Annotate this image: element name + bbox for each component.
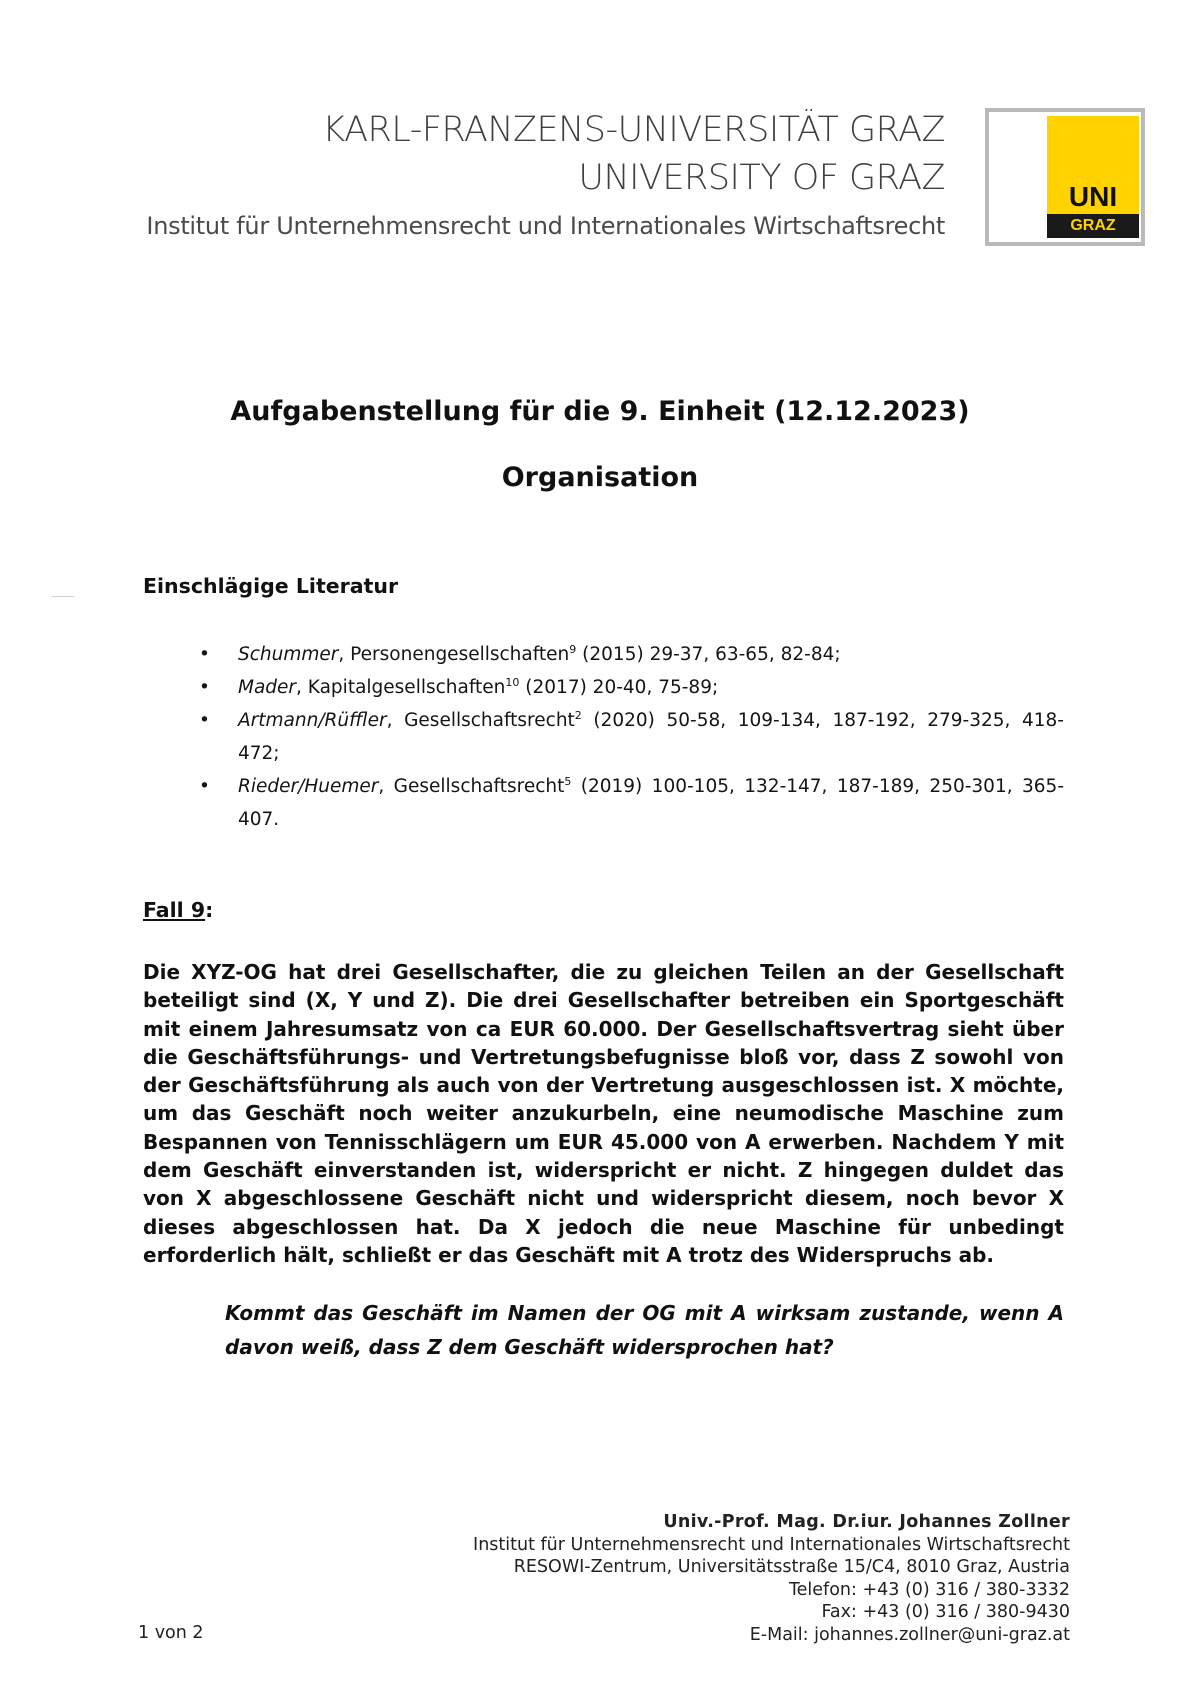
literature-title: , Personengesellschaften	[338, 644, 570, 665]
bullet-icon: •	[199, 776, 210, 797]
list-item	[199, 770, 1064, 836]
case-description: Die XYZ-OG hat drei Gesellschafter, die zu gleichen Teilen an der Gesellschaft beteiligt sind (X, Y und Z). Die drei Gesellschafter betreiben ein Sportgeschäft mit einem Jahresumsatz von ca EUR 60.000. Der Gesellschaftsvertrag sieht über die Geschäftsführungs- und Vertretungsbefugnisse bloß vor, dass Z sowohl von der Geschäftsführung als auch von der Vertretung ausgeschlossen ist. X möchte, um das Geschäft noch weiter anzukurbeln, eine neumodische Maschine zum Bespannen von Tennisschlägern um EUR 45.000 von A erwerben. Nachdem Y mit dem Geschäft einverstanden ist, widerspricht er nicht. Z hingegen duldet das von X abgeschlossene Geschäft nicht und widerspricht diesem, noch bevor X dieses abgeschlossen hat. Da X jedoch die neue Maschine für unbedingt erforderlich hält, schließt er das Geschäft mit A trotz des Widerspruchs ab.	[143, 960, 1064, 1267]
page-title: Aufgabenstellung für die 9. Einheit (12.12.2023)	[230, 396, 970, 427]
university-name-german: KARL-FRANZENS-UNIVERSITÄT GRAZ	[322, 110, 945, 150]
literature-pages: (2019) 100-105, 132-147, 187-189, 250-301, 365-407.	[238, 776, 1064, 830]
footer-fax: Fax: +43 (0) 316 / 380-9430	[821, 1602, 1070, 1622]
literature-edition: 9	[569, 642, 577, 656]
bullet-icon: •	[199, 710, 210, 731]
institute-header: Institut für Unternehmensrecht und Internationales Wirtschaftsrecht	[146, 212, 945, 240]
literature-author: Mader	[238, 677, 297, 698]
logo-uni-text: UNI	[1068, 181, 1118, 212]
footer-institute: Institut für Unternehmensrecht und Internationales Wirtschaftsrecht	[473, 1534, 1070, 1555]
list-item	[199, 638, 1064, 671]
literature-author: Schummer	[238, 644, 339, 665]
university-name	[322, 106, 945, 202]
logo-graz-text: GRAZ	[1047, 214, 1139, 238]
literature-edition: 5	[564, 774, 572, 788]
literature-title: , Gesellschaftsrecht	[378, 776, 565, 797]
literature-pages: (2015) 29-37, 63-65, 82-84;	[576, 644, 841, 665]
literature-pages: (2020) 50-58, 109-134, 187-192, 279-325, 418-472;	[238, 710, 1064, 764]
literature-author: Rieder/Huemer	[238, 776, 379, 797]
literature-pages: (2017) 20-40, 75-89;	[519, 677, 719, 698]
footer-contact	[473, 1511, 1070, 1646]
footer-email: E-Mail: johannes.zollner@uni-graz.at	[749, 1624, 1070, 1645]
university-name-english: UNIVERSITY OF GRAZ	[578, 158, 945, 198]
bullet-icon: •	[199, 677, 210, 698]
literature-edition: 10	[505, 675, 520, 689]
literature-list	[199, 638, 1064, 836]
literature-title: , Kapitalgesellschaften	[296, 677, 506, 698]
bullet-icon: •	[199, 644, 210, 665]
literature-author: Artmann/Rüffler	[238, 710, 387, 731]
case-question: Kommt das Geschäft im Namen der OG mit A wirksam zustande, wenn A davon weiß, dass Z dem Geschäft widersprochen hat?	[225, 1301, 1064, 1359]
literature-heading: Einschlägige Literatur	[143, 574, 399, 598]
author-name: Univ.-Prof. Mag. Dr.iur. Johannes Zollner	[663, 1512, 1070, 1532]
footer-phone: Telefon: +43 (0) 316 / 380-3332	[788, 1579, 1070, 1600]
literature-title: , Gesellschaftsrecht	[386, 710, 575, 731]
case-heading	[143, 898, 213, 922]
case-heading-label: Fall 9	[143, 898, 206, 922]
page-number: 1 von 2	[138, 1623, 204, 1643]
page-subtitle: Organisation	[501, 462, 699, 493]
case-heading-colon: :	[205, 898, 214, 922]
literature-edition: 2	[574, 708, 582, 722]
margin-mark	[52, 596, 74, 597]
footer-address: RESOWI-Zentrum, Universitätsstraße 15/C4, 8010 Graz, Austria	[513, 1557, 1070, 1577]
list-item	[199, 671, 1064, 704]
list-item	[199, 704, 1064, 770]
